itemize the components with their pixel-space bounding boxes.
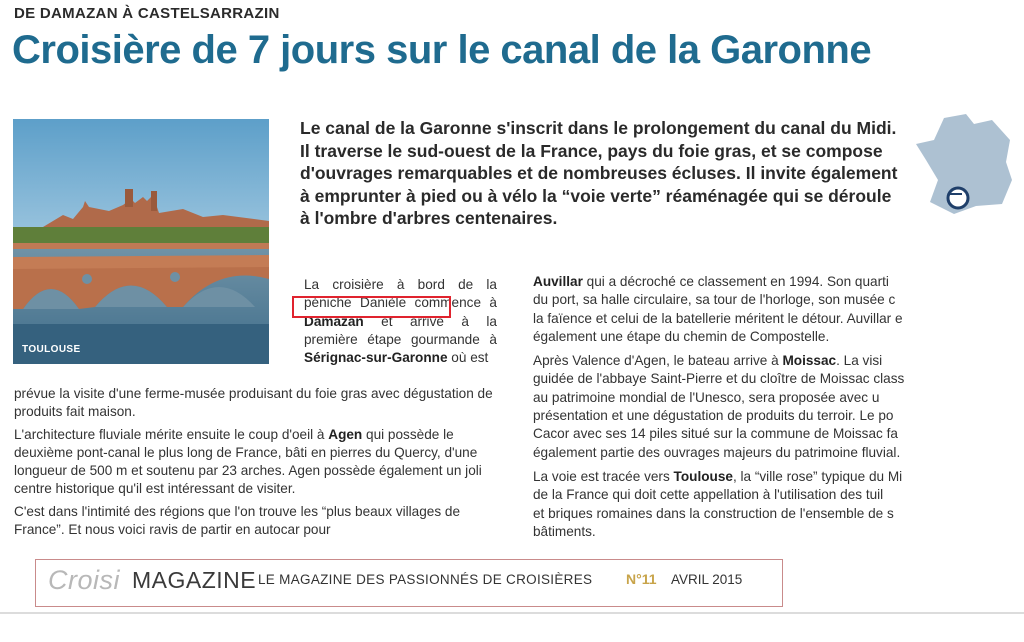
article-intro	[300, 117, 900, 230]
issue-date: AVRIL 2015	[671, 572, 743, 587]
text-span: La croisière à bord de la	[304, 277, 497, 292]
text-span: . La visi	[836, 353, 883, 369]
divider	[0, 612, 1024, 614]
text-span: commence à	[406, 295, 497, 311]
text-span: La voie est tracée vers	[533, 468, 674, 484]
text-span: , la “ville rose” typique du Mi	[732, 468, 903, 484]
text-span: et arrive à la première étape gourmande à	[304, 313, 497, 347]
text-span: et briques romaines dans la construction de l'ensemble de s	[533, 505, 894, 521]
text-span: guidée de l'abbaye Saint-Pierre et du cloître de Moissac class	[533, 371, 905, 387]
highlighted-text: péniche Danièle	[304, 295, 407, 311]
text-span: où est	[447, 350, 489, 366]
text-span: qui a décroché ce classement en 1994. Son quarti	[582, 274, 889, 289]
red-highlight-box	[292, 296, 451, 318]
column-b	[533, 273, 1019, 547]
paragraph	[533, 273, 1019, 346]
text-span: également une étape du chemin de Compostelle.	[533, 328, 830, 344]
paragraph: prévue la visite d'une ferme-musée produisant du foie gras avec dégustation de produits fait maison.	[14, 386, 493, 420]
intro-paragraph: Le canal de la Garonne s'inscrit dans le prolongement du canal du Midi. Il traverse le sud-ouest de la France, pays du foie gras, et se compose d'ouvrages remarquables et de nombreuses écluses. Il invite également à emprunter à pied ou à vélo la “voie verte” réaménagée qui se déroule à l'ombre d'arbres centenaires.	[300, 118, 898, 228]
brand-croisi: Croisi	[48, 565, 121, 595]
text-span: également partie des ouvrages majeurs du patrimoine fluvial.	[533, 444, 901, 460]
text-span: au patrimoine mondial de l'Unesco, sera proposée avec u	[533, 389, 880, 405]
place-name: Toulouse	[673, 468, 733, 484]
place-name: Damazan	[304, 313, 364, 329]
photo-caption: TOULOUSE	[22, 344, 81, 355]
paragraph	[533, 352, 1019, 462]
issue-number: N°11	[626, 571, 657, 587]
place-name: Moissac	[782, 353, 837, 369]
text-span: L'architecture fluviale mérite ensuite le coup d'oeil à	[14, 426, 329, 442]
place-name: Auvillar	[533, 274, 583, 289]
text-span: Après Valence d'Agen, le bateau arrive à	[533, 353, 783, 369]
paragraph: C'est dans l'intimité des régions que l'on trouve les “plus beaux villages de France”. Et nous voici ravis de partir en autocar pour	[14, 503, 461, 538]
paragraph	[533, 468, 1019, 541]
paragraph	[14, 426, 499, 499]
place-name: Sérignac-sur-Garonne	[304, 350, 448, 366]
text-span: du port, sa halle circulaire, sa tour de l'horloge, son musée c	[533, 292, 896, 308]
brand-magazine: MAGAZINE	[132, 567, 257, 593]
column-a-bottom	[14, 385, 499, 543]
text-span: présentation et une dégustation de produits du terroir. Le po	[533, 408, 894, 424]
text-span: Cacor avec ses 14 piles situé sur la commune de Moissac fa	[533, 426, 898, 442]
france-map-icon	[914, 110, 1014, 220]
footer-tagline: LE MAGAZINE DES PASSIONNÉS DE CROISIÈRES	[258, 572, 593, 587]
toulouse-photo	[13, 119, 269, 364]
article-kicker: DE DAMAZAN À CASTELSARRAZIN	[14, 5, 280, 22]
column-a-top	[304, 276, 497, 367]
text-span: bâtiments.	[533, 523, 596, 539]
text-span: qui possède le deuxième pont-canal le plus long de France, bâti en pierres du Quercy, d'une longueur de 500 m et soutenu par 23 arches. Agen possède également un joli centre historique qu'il est intéressant de visiter.	[14, 426, 482, 497]
article-title: Croisière de 7 jours sur le canal de la Garonne	[12, 28, 872, 72]
text-span: de la France qui doit cette appellation à l'utilisation des tuil	[533, 487, 884, 503]
text-span: la faïence et celui de la batellerie méritent le détour. Auvillar e	[533, 310, 903, 326]
place-name: Agen	[328, 426, 363, 442]
